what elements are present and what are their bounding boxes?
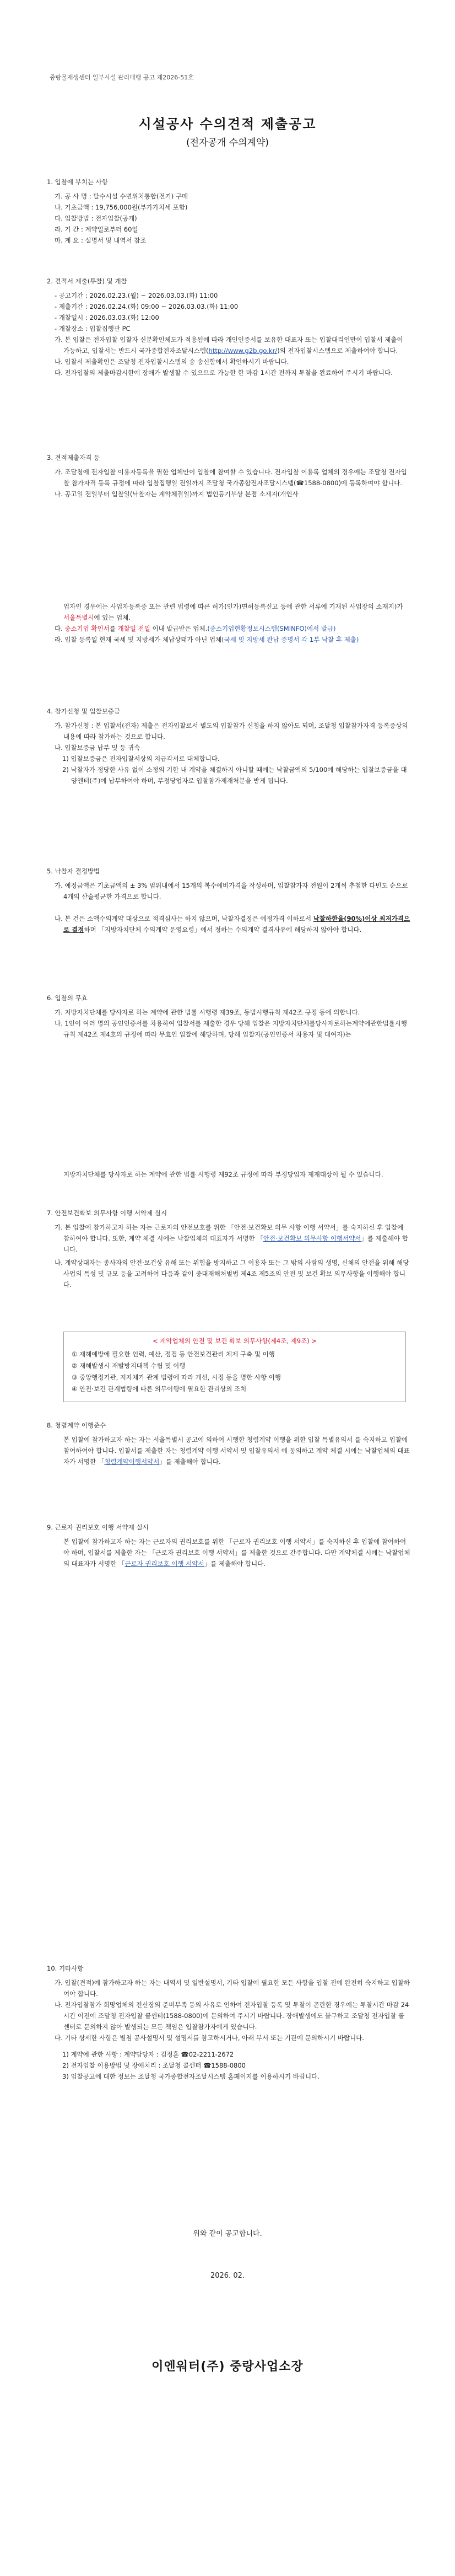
section-4-title: 4. 참가신청 및 입찰보증금 <box>47 707 121 715</box>
integrity-pledge-link[interactable]: 청렴계약이행서약서 <box>104 1458 160 1466</box>
section-4-item-2: 2) 낙찰자가 정당한 사유 없이 소정의 기한 내 계약을 체결하지 아니할 때에는 낙찰금액의 5/100에 해당하는 입찰보증금을 대양엔터(주)에 납부하여야 하며, 부정당업자로 입찰참가제재처분을 받게 됩니다. <box>62 766 407 785</box>
safety-box-item: ① 재해예방에 필요한 인력, 예산, 점검 등 안전보건관리 체제 구축 및 이행 <box>72 1350 275 1358</box>
section-2-title: 2. 견적서 제출(투찰) 및 개찰 <box>47 277 127 285</box>
section-5 <box>47 866 410 935</box>
section-3-continued <box>47 601 410 645</box>
section-4-para-ga: 가. 참가신청 : 본 입찰서(전자) 제출은 전자입찰로서 별도의 입찰참가 신청을 하지 않아도 되며, 조달청 입찰참가자격 등록증상의 내용에 따라 참가하는 것으로 합니다. <box>55 722 408 740</box>
section-3 <box>47 452 410 500</box>
section-5-title: 5. 낙찰자 결정방법 <box>47 867 100 875</box>
contact-item: 1) 계약에 관한 사항 : 계약담당자 : 김정훈 ☎02-2211-2672 <box>62 2051 234 2058</box>
section-7-title: 7. 안전보건확보 의무사항 이행 서약제 실시 <box>47 1209 167 1217</box>
section-1-title: 1. 입찰에 부치는 사항 <box>47 178 108 186</box>
safety-box-item: ② 재해발생시 재발방지대책 수립 및 이행 <box>72 1362 186 1370</box>
section-3-para-ra: 라. 입찰 등록일 현재 국세 및 지방세가 체납상태가 아닌 업체(국세 및 지방세 완납 증명서 각 1부 낙찰 후 제출) <box>55 636 359 643</box>
page-subtitle: (전자공개 수의계약) <box>186 137 269 148</box>
notice-date: 2026. 02. <box>210 2272 245 2280</box>
safety-box-item: ③ 중앙행정기관, 지자체가 관계 법령에 따라 개선, 시정 등을 명한 사항 이행 <box>72 1373 281 1381</box>
safety-pledge-link[interactable]: 안전·보건확보 의무사항 이행서약서 <box>263 1235 361 1242</box>
section-8 <box>47 1420 410 1467</box>
section-6-para-ga: 가. 지방자치단체를 당사자로 하는 계약에 관한 법률 시행령 제39조, 동법시행규칙 제42조 규정 등에 의합니다. <box>55 1008 360 1016</box>
section-7-para-ga: 가. 본 입찰에 참가하고자 하는 자는 근로자의 안전보호를 위한 「안전·보건확보 의무 사항 이행 서약서」를 숙지하신 후 입찰에 참하여야 합니다. 또한, 계약 체결 시에는 낙찰업체의 대표자가 서명한 「안전·보건확보 의무사항 이행서약서」를 제출해야 합니다. <box>55 1223 408 1253</box>
schedule-line: - 공고기간 : 2026.02.23.(월) ~ 2026.03.03.(화) 11:00 <box>55 292 218 299</box>
section-2-para-na: 나. 입찰서 제출확인은 조달청 전자입찰시스템의 송 송신함에서 확인하시기 바랍니다. <box>55 358 289 366</box>
signer-name: 이엔워터(주) 중랑사업소장 <box>151 2360 304 2374</box>
section-10 <box>47 1963 410 2082</box>
section-9-para: 본 입찰에 참가하고자 하는 자는 근로자의 권리보호를 위한 「근로자 권리보호 이행 서약서」를 숙지하신 후 입찰에 참여하여야 하며, 입찰서를 제출한 자는 「근로자 권리보호 이행 서약서」를 제출한 것으로 간주합니다. 다만 계약체결 시에는 낙찰업체의 대표자가 서명한 「근로자 권리보호 이행 서약서」를 제출해야 합니다. <box>63 1538 410 1568</box>
section-10-title: 10. 기타사항 <box>47 1965 84 1972</box>
section-6-para-na: 나. 1인이 여러 명의 공인인증서를 차용하여 입찰서를 제출한 경우 당해 입찰은 지방자치단체를당사자로하는계약에관한법률시행규칙 제42조 제4호의 규정에 따라 무효인 입찰에 해당하며, 당해 입찰자(공인인증서 차용자 및 대여자)는 <box>55 1019 407 1038</box>
page-title: 시설공사 수의견적 제출공고 <box>138 116 317 132</box>
section-3-para-ga: 가. 조달청에 전자입찰 이용자등록을 필한 업체만이 입찰에 참여할 수 있습니다. 전자입찰 이용록 업체의 경우에는 조달청 전자입찰 참가자격 등록 규정에 따라 입찰집행일 전일까지 조달청 국가종합전자조달시스템(☎1588-0800)에 등록하여야 합니다. <box>55 468 407 487</box>
contact-item: 2) 전자입찰 이용방법 및 장애처리 : 조달청 콜센터 ☎1588-0800 <box>62 2062 246 2069</box>
notice-number: 중랑물재생센터 일부시설 관리대행 공고 제2026-51호 <box>50 74 194 81</box>
safety-box-item: ④ 안전·보건 관계법령에 따른 의무이행에 필요한 관리상의 조치 <box>72 1385 247 1393</box>
section-9 <box>47 1522 410 1569</box>
section-7 <box>47 1208 410 1290</box>
schedule-line: - 개찰일시 : 2026.03.03.(화) 12:00 <box>55 314 159 321</box>
section-8-title: 8. 청렴계약 이행준수 <box>47 1421 106 1429</box>
section-10-para-ga: 가. 입찰(견적)에 참가하고자 하는 자는 내역서 및 일반설명서, 기타 입찰에 필요한 모든 사항을 입찰 전에 완전히 숙지하고 입찰하여야 합니다. <box>55 1979 410 1998</box>
section-5-para-na: 나. 본 건은 소액수의계약 대상으로 적격심사는 하지 않으며, 낙찰자결정은 예정가격 이하로서 낙찰하한율(90%)이상 최저가격으로 결정하며 「지방자치단체 수의계약 운영요령」에서 정하는 수의계약 결격사유에 해당하지 않아야 합니다. <box>55 915 410 933</box>
section-3-para-na-cont: 업자인 경우에는 사업자등록증 또는 관련 법령에 따른 허가(인가)면허등록신고 등에 관한 서류에 기재된 사업장의 소재지)가 서울특별시에 있는 업체. <box>63 603 403 621</box>
section-1-item: 가. 공 사 명 : 탈수시설 수변위치통합(전기) 구매 <box>55 192 188 200</box>
section-1-item: 마. 계 요 : 설명서 및 내역서 참조 <box>55 237 147 244</box>
section-3-para-da: 다. 중소기업 확인서를 개찰일 전일 이내 발급받은 업체.(중소기업현황정보시스템(SMINFO)에서 발급) <box>55 625 336 632</box>
section-1-item: 라. 기 간 : 계약일로부터 60일 <box>55 226 138 233</box>
section-1-item: 다. 입찰방법 : 전자입찰(공개) <box>55 214 137 222</box>
section-3-para-na: 나. 공고일 전일부터 입찰일(낙찰자는 계약체결일)까지 법인등기부상 본점 소재지(개인사 <box>55 490 299 498</box>
closing-statement: 위와 같이 공고합니다. <box>193 2230 262 2238</box>
section-4-para-na: 나. 입찰보증금 납부 및 등 귀속 <box>55 744 140 752</box>
section-6-para-na-cont: 지방자치단체를 당사자로 하는 계약에 관한 법률 시행령 제92조 규정에 따라 부정당업자 제재대상이 될 수 있습니다. <box>63 1171 383 1178</box>
section-1 <box>47 176 410 246</box>
section-4-item-1: 1) 입찰보증금은 전자입찰서상의 지급각서로 대체합니다. <box>62 755 220 763</box>
section-6-title: 6. 입찰의 무효 <box>47 994 88 1002</box>
g2b-link[interactable]: http://www.g2b.go.kr/ <box>208 347 278 355</box>
worker-rights-pledge-link[interactable]: 근로자 권리보호 이행 서약서 <box>124 1560 204 1568</box>
safety-box-title: < 계약업체의 안전 및 보건 확보 의무사항(제4조, 제9조) > <box>153 1337 317 1345</box>
section-8-para: 본 입찰에 참가하고자 하는 자는 서울특별시 공고에 의하여 시행한 청렴계약 이행을 위한 입찰 특별유의서 를 숙지하고 입찰에 참여하여야 합니다. 입찰서를 제출한 자는 청렴계약 이행 서약서 및 입찰유의서 에 동의하고 계약 체결 시에는 낙찰업체의 대표자가 서명한 「청렴계약이행서약서」를 제출해야 합니다. <box>63 1436 410 1466</box>
section-3-title: 3. 견적제출자격 등 <box>47 454 100 461</box>
contact-item: 3) 입찰공고에 대한 정보는 조달청 국가종합전자조달시스템 홈페이지를 이용하시기 바랍니다. <box>62 2073 319 2080</box>
section-6-continued <box>47 1169 410 1180</box>
section-2-para-da: 다. 전자입찰의 제출마감시한에 장애가 발생할 수 있으므로 가능한 한 마감 1시간 전까지 투찰을 완료하여 주시기 바랍니다. <box>55 369 393 377</box>
section-9-title: 9. 근로자 권리보호 이행 서약제 실시 <box>47 1523 149 1531</box>
section-7-para-na: 나. 계약상대자는 종사자의 안전·보건상 유해 또는 위험을 방지하고 그 이용자 또는 그 밖의 사람의 생명, 신체의 안전을 위해 해당 사업의 특성 및 규모 등을 고려하여 다음과 같이 중대재해처벌법 제4조 제5조의 안전 및 보건 확보 의무사항을 이행해야 합니다. <box>55 1259 409 1289</box>
section-10-para-na: 나. 전자입찰참가 희망업체의 전산장의 준비부족 등의 사유로 인하여 전자입찰 등록 및 투찰이 곤란한 경우에는 투찰시간 마감 24시간 이전에 조달청 전자입찰 콜센터(1588-0800)에 문의하여 주시기 바랍니다. 장애발생에도 불구하고 조달청 전자입찰 콜센터로 문의하지 않아 발생되는 모든 책임은 입찰참가자에게 있습니다. <box>55 2001 409 2031</box>
safety-obligations-box <box>63 1332 406 1402</box>
section-10-para-da: 다. 기타 상세한 사항은 별첨 공사설명서 및 설명서를 참고하시거나, 아래 부서 또는 기관에 문의하시기 바랍니다. <box>55 2034 365 2042</box>
section-1-item: 나. 기초금액 : 19,756,000원(부가가치세 포함) <box>55 203 188 211</box>
section-6 <box>47 992 410 1040</box>
section-2-para-ga: 가. 본 입찰은 전자입찰 입찰자 신분확인체도가 적용됨에 따라 개인인증서를 보유한 대표자 또는 입찰대리인만이 입찰서 제출이 가능하고, 입찰서는 반드시 국가종합전자조달시스템(http://www.g2b.go.kr/)의 전자입찰시스템으로 제출하여야 합니다. <box>55 336 403 355</box>
section-2 <box>47 276 410 378</box>
section-5-para-ga: 가. 예정금액은 기초금액의 ± 3% 범위내에서 15개의 복수예비가격을 작성하며, 입찰참가자 전원이 2개씩 추첨한 다빈도 순으로 4개의 산술평균한 가격으로 합니다. <box>55 882 408 900</box>
section-4 <box>47 706 410 786</box>
schedule-line: - 제출기간 : 2026.02.24.(화) 09:00 ~ 2026.03.03.(화) 11:00 <box>55 303 239 310</box>
schedule-line: - 개찰장소 : 입찰집행관 PC <box>55 325 131 332</box>
